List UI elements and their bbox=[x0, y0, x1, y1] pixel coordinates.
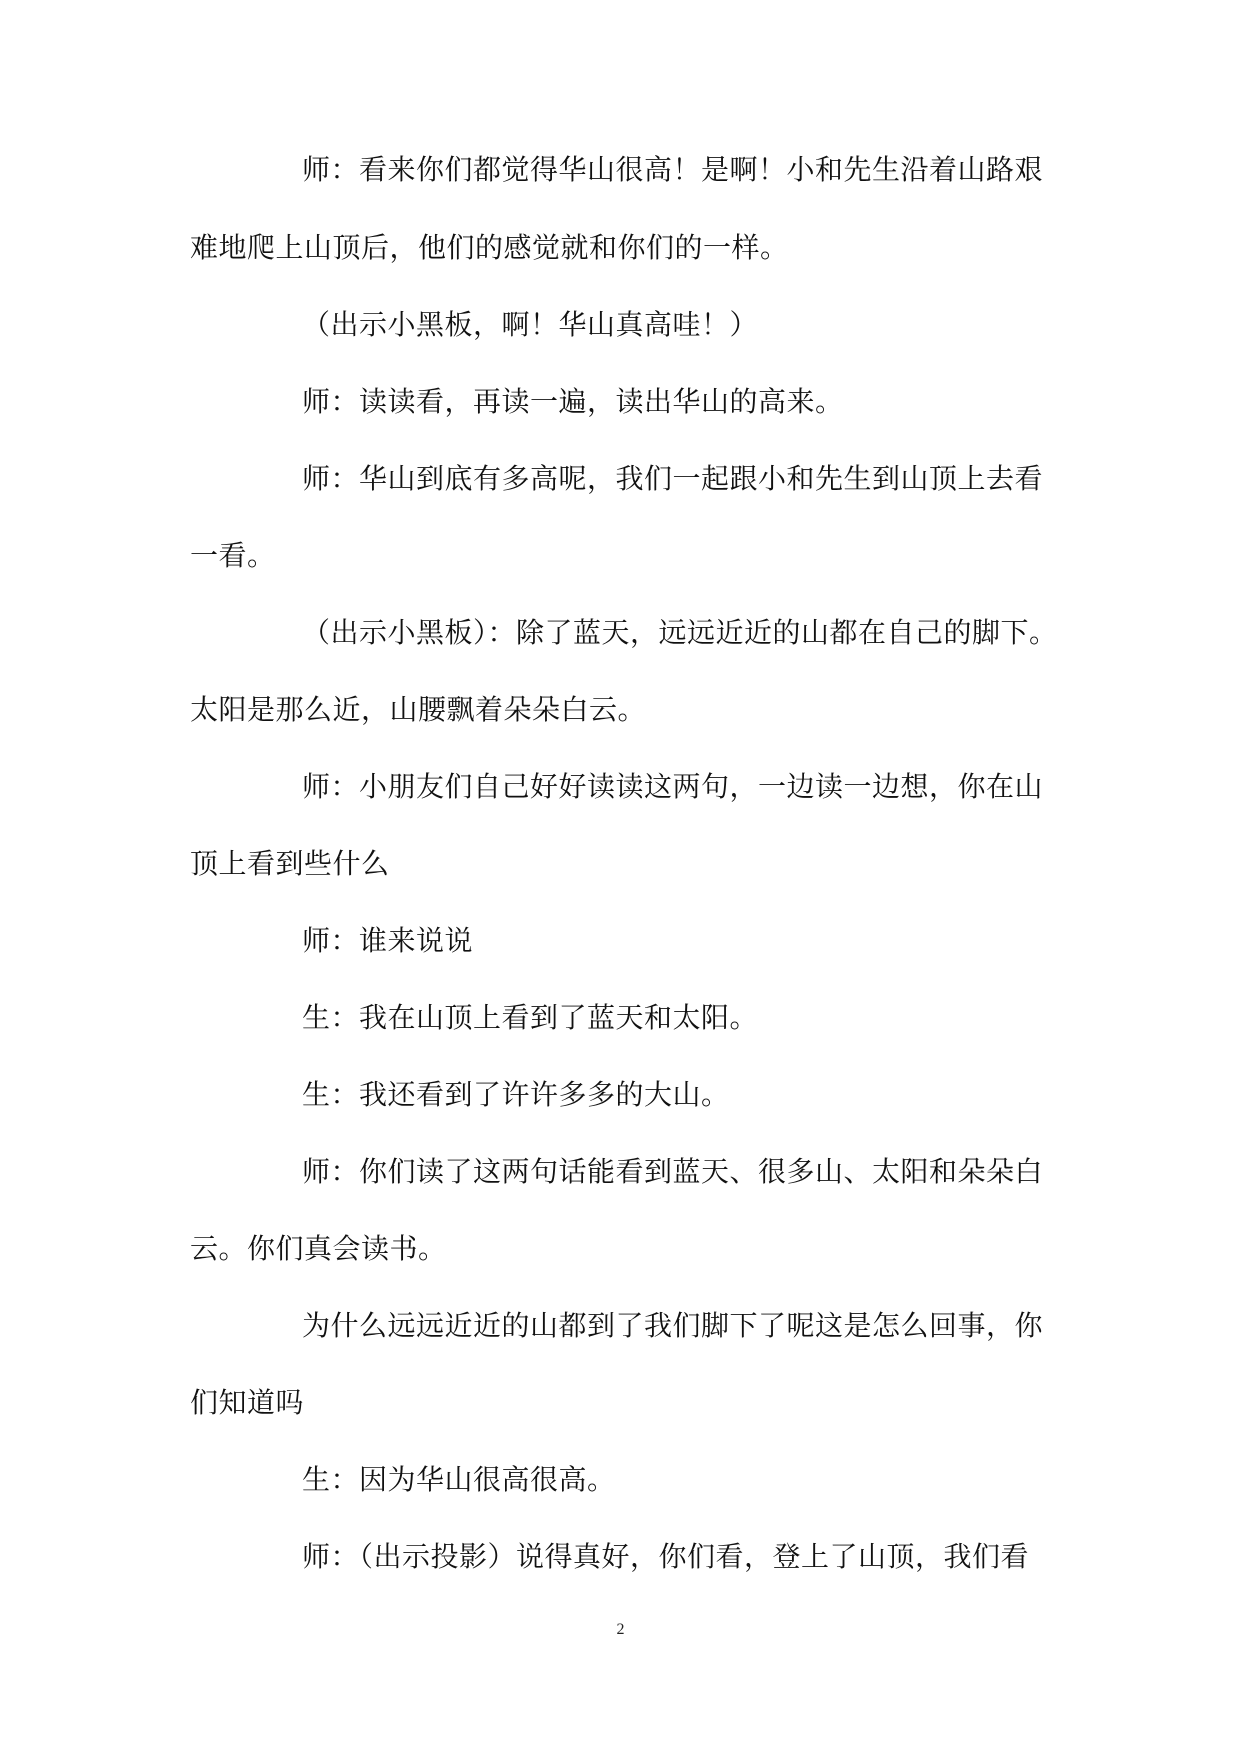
text-line: 一看。 bbox=[190, 539, 276, 572]
text-line: 们知道吗 bbox=[190, 1386, 305, 1419]
text-line: 生：因为华山很高很高。 bbox=[302, 1463, 616, 1496]
text-line: 师：看来你们都觉得华山很高！是啊！小和先生沿着山路艰 bbox=[302, 153, 1044, 186]
text-line: 师：读读看，再读一遍，读出华山的高来。 bbox=[302, 385, 844, 418]
text-line: 师：你们读了这两句话能看到蓝天、很多山、太阳和朵朵白 bbox=[302, 1155, 1044, 1188]
text-line: 太阳是那么近，山腰飘着朵朵白云。 bbox=[190, 693, 647, 726]
text-line: 云。你们真会读书。 bbox=[190, 1232, 447, 1265]
page-number: 2 bbox=[616, 1621, 625, 1638]
text-line: 师：华山到底有多高呢，我们一起跟小和先生到山顶上去看 bbox=[302, 462, 1044, 495]
text-line: 生：我在山顶上看到了蓝天和太阳。 bbox=[302, 1001, 759, 1034]
text-line: 师：谁来说说 bbox=[302, 924, 474, 957]
text-line: （出示小黑板，啊！华山真高哇！） bbox=[302, 308, 759, 341]
text-line: 师：小朋友们自己好好读读这两句，一边读一边想，你在山 bbox=[302, 770, 1044, 803]
text-line: 难地爬上山顶后，他们的感觉就和你们的一样。 bbox=[190, 231, 789, 264]
text-line: 为什么远远近近的山都到了我们脚下了呢这是怎么回事，你 bbox=[302, 1309, 1044, 1342]
text-line: 师：（出示投影）说得真好，你们看，登上了山顶，我们看 bbox=[302, 1540, 1030, 1573]
text-line: （出示小黑板）：除了蓝天，远远近近的山都在自己的脚下。 bbox=[302, 616, 1058, 649]
text-line: 生：我还看到了许许多多的大山。 bbox=[302, 1078, 730, 1111]
text-line: 顶上看到些什么 bbox=[190, 847, 390, 880]
